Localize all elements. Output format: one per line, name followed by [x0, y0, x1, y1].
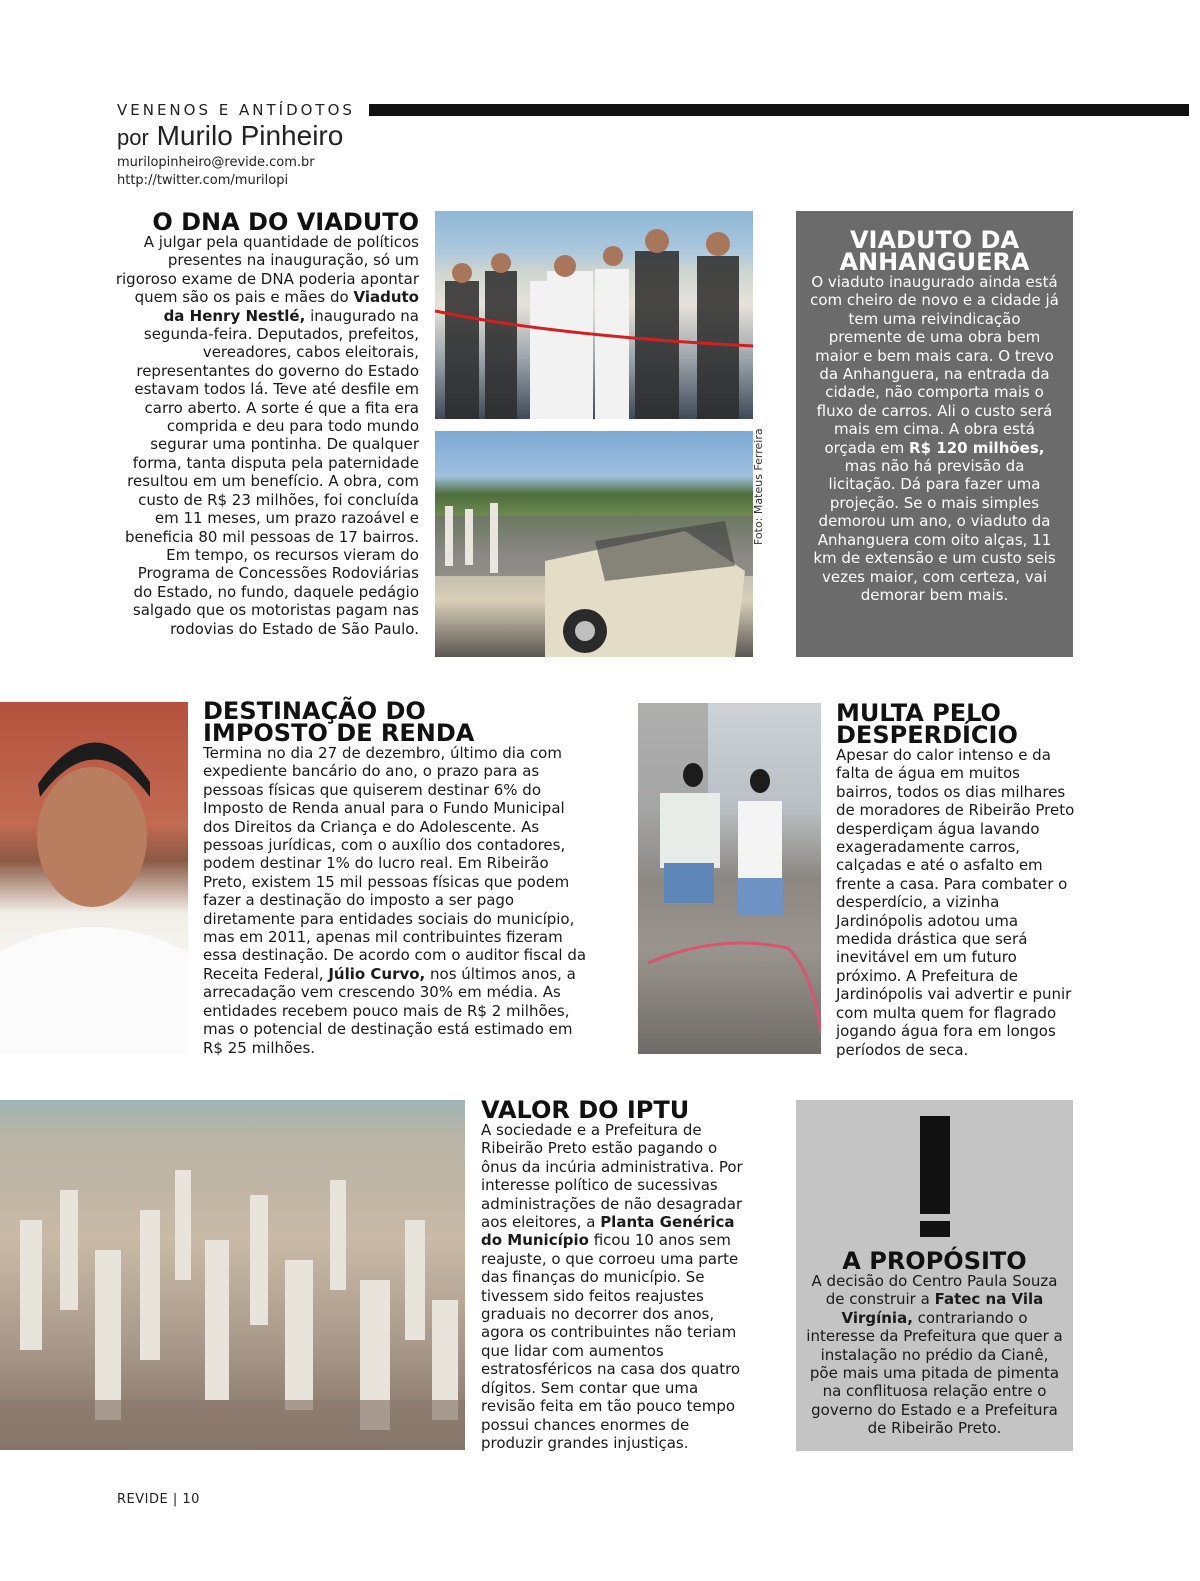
exclamation-icon	[920, 1116, 950, 1214]
author-byline	[117, 120, 343, 152]
inauguration-photo	[435, 211, 753, 419]
publication-name: REVIDE	[117, 1492, 169, 1507]
author-name: Murilo Pinheiro	[156, 120, 344, 151]
article-title: O DNA DO VIADUTO	[152, 208, 419, 236]
body-bold: Planta Genérica do Município	[481, 1213, 735, 1250]
author-twitter[interactable]: http://twitter.com/murilopi	[117, 173, 289, 188]
article-imposto	[203, 697, 595, 1057]
exclamation-dot-icon	[920, 1221, 950, 1237]
article-multa	[836, 699, 1076, 1059]
anhanguera-title-line1: VIADUTO DA	[849, 226, 1020, 254]
body-text: inaugurado na segunda-feira. Deputados, prefeitos, vereadores, cabos eleitorais, representantes do governo do Estado estavam todos lá. Teve até desfile em carro aberto. A sorte é que a fita era comprida e deu para todo mundo segurar uma pontinha. De qualquer forma, tanta disputa pela paternidade resultou em um benefício. A obra, com custo de R$ 23 milhões, foi concluída em 11 meses, um prazo razoável e beneficia 80 mil pessoas de 17 bairros. Em tempo, os recursos vieram do Programa de Concessões Rodoviárias do Estado, no fundo, daquele pedágio salgado que os motoristas pagam nas rodovias do Estado de São Paulo.	[125, 306, 419, 638]
portrait-photo-illustration	[0, 702, 188, 1054]
city-aerial-photo-illustration	[0, 1100, 465, 1450]
water-waste-photo-illustration	[638, 703, 821, 1054]
body-text: contrariando o interesse da Prefeitura que quer a instalação no prédio da Cianê, põe mais uma pitada de pimenta na conflituosa relação entre o governo do Estado e a Prefeitura de Ribeirão Preto.	[806, 1308, 1063, 1438]
article-title-line1: DESTINAÇÃO DO	[203, 697, 426, 725]
body-bold: Júlio Curvo,	[328, 964, 426, 983]
article-body	[203, 744, 595, 1057]
footer-separator: |	[172, 1492, 178, 1507]
anhanguera-body	[810, 273, 1059, 604]
anhanguera-title-line2: ANHANGUERA	[839, 248, 1030, 276]
inauguration-photo-illustration	[435, 211, 753, 419]
body-text: A decisão do Centro Paula Souza de construir a	[811, 1272, 1058, 1309]
article-title-line2: IMPOSTO DE RENDA	[203, 719, 475, 747]
parade-car-photo-illustration	[435, 431, 753, 657]
body-text: A julgar pela quantidade de políticos presentes na inauguração, só um rigoroso exame de DNA poderia apontar quem são os pais e mães do	[115, 233, 419, 307]
author-prefix: por	[117, 125, 149, 150]
article-body	[481, 1121, 755, 1452]
body-text: Termina no dia 27 de dezembro, último dia com expediente bancário do ano, o prazo para as pessoas físicas que quiserem destinar 6% do Imposto de Renda anual para o Fundo Municipal dos Direitos da Criança e do Adolescente. As pessoas jurídicas, com o auxílio dos contadores, podem destinar 1% do lucro real. Em Ribeirão Preto, existem 15 mil pessoas físicas que podem fazer a destinação do imposto a ser pago diretamente para entidades sociais do município, mas em 2011, apenas mil contribuintes fizeram essa destinação. De acordo com o auditor fiscal da Receita Federal,	[203, 744, 587, 983]
page-number: 10	[182, 1492, 200, 1507]
page-footer	[117, 1492, 200, 1507]
photo-credit: Foto: Mateus Ferreira	[752, 428, 765, 545]
author-email[interactable]: murilopinheiro@revide.com.br	[117, 155, 315, 170]
article-body	[115, 233, 419, 638]
body-text: A sociedade e a Prefeitura de Ribeirão Preto estão pagando o ônus da incúria administrativa. Por interesse político de sucessivas administrações de não desagradar aos eleitores, a	[481, 1121, 743, 1232]
body-text: nos últimos anos, a arrecadação vem crescendo 30% em média. As entidades recebem pouco mais de R$ 2 milhões, mas o potencial de destinação está estimado em R$ 25 milhões.	[203, 964, 576, 1057]
body-text: O viaduto inaugurado ainda está com cheiro de novo e a cidade já tem uma reivindicação premente de uma obra bem maior e bem mais cara. O trevo da Anhanguera, na entrada da cidade, não comporta mais o fluxo de carros. Ali o custo será mais em cima. A obra está orçada em	[810, 273, 1059, 457]
portrait-photo	[0, 702, 188, 1054]
article-title: VALOR DO IPTU	[481, 1096, 690, 1124]
body-text: mas não há previsão da licitação. Dá para fazer uma projeção. Se o mais simples demorou um ano, o viaduto da Anhanguera com oito alças, 11 km de extensão e um custo seis vezes maior, com certeza, vai demorar bem mais.	[813, 457, 1056, 604]
article-body: Apesar do calor intenso e da falta de água em muitos bairros, todos os dias milhares de moradores de Ribeirão Preto desperdiçam água lavando exageradamente carros, calçadas e até o asfalto em frente a casa. Para combater o desperdício, a vizinha Jardinópolis adotou uma medida drástica que será inevitável em um futuro próximo. A Prefeitura de Jardinópolis vai advertir e punir com multa quem for flagrado jogando água fora em longos períodos de seca.	[836, 746, 1075, 1059]
author-contact	[117, 154, 315, 190]
water-waste-photo	[638, 703, 821, 1054]
body-bold: Viaduto da Henry Nestlé,	[163, 288, 419, 325]
body-bold: R$ 120 milhões,	[909, 438, 1045, 457]
article-title-line2: DESPERDÍCIO	[836, 721, 1018, 749]
article-title: A PROPÓSITO	[842, 1247, 1027, 1275]
section-tag: VENENOS E ANTÍDOTOS	[117, 101, 355, 119]
body-text: ficou 10 anos sem reajuste, o que corroeu uma parte das finanças do município. Se tivessem sido feitos reajustes graduais no decorrer dos anos, agora os contribuintes não teriam que lidar com aumentos estratosféricos na casa dos quatro dígitos. Sem contar que uma revisão feita em tão pouco tempo possui chances enormes de produzir grandes injustiças.	[481, 1231, 741, 1452]
city-aerial-photo	[0, 1100, 465, 1450]
anhanguera-box	[796, 211, 1073, 657]
article-title-line1: MULTA PELO	[836, 699, 1001, 727]
article-iptu	[481, 1096, 755, 1452]
header-rule	[369, 104, 1189, 116]
article-proposito	[806, 1247, 1063, 1438]
body-bold: Fatec na Vila Virgínia,	[841, 1290, 1044, 1327]
article-dna	[115, 208, 419, 638]
parade-car-photo	[435, 431, 753, 657]
article-body	[806, 1272, 1063, 1438]
